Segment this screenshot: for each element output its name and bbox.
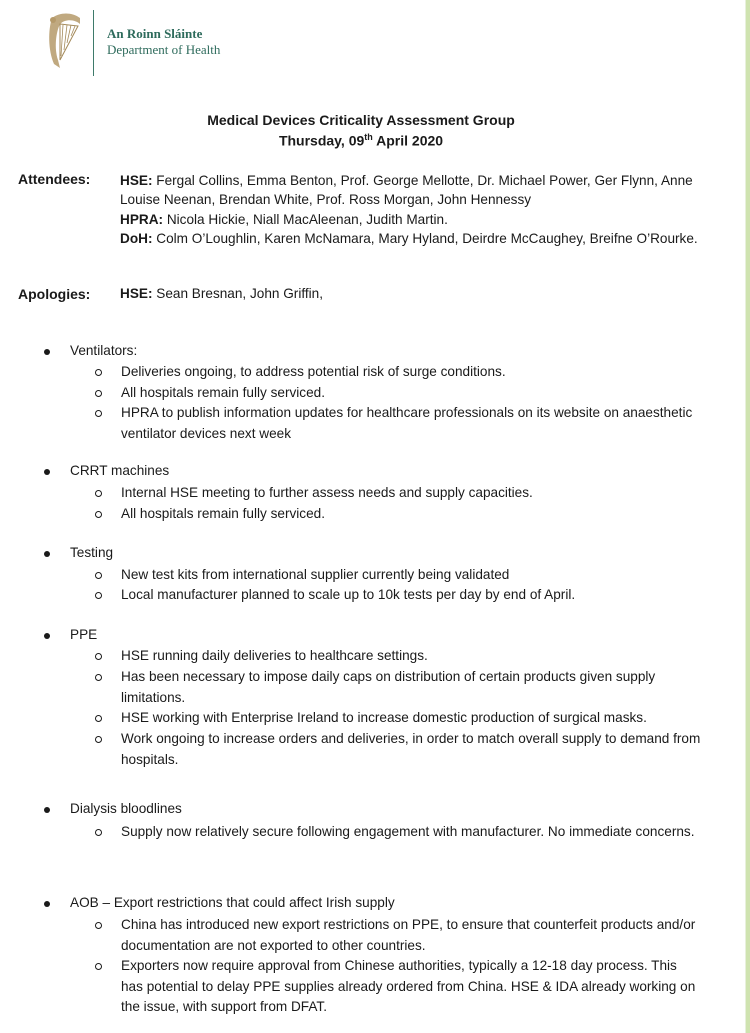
sub-bullet-icon [95, 829, 102, 836]
list-item: HSE working with Enterprise Ireland to increase domestic production of surgical masks. [121, 710, 647, 725]
list-item: HSE running daily deliveries to healthcare settings. [121, 648, 428, 663]
sub-bullet-icon [95, 592, 102, 599]
apologies-label: Apologies: [18, 286, 91, 302]
attendees-list [120, 171, 720, 248]
list-item: All hospitals remain fully serviced. [121, 385, 325, 400]
attendees-doh: DoH: Colm O’Loughlin, Karen McNamara, Mary Hyland, Deirdre McCaughey, Breifne O’Rourke. [120, 230, 698, 246]
section-title-ppe: PPE [70, 627, 98, 642]
list-item: HPRA to publish information updates for healthcare professionals on its website on anaesthetic ventilator devices next week [121, 405, 693, 441]
list-item: Local manufacturer planned to scale up to 10k tests per day by end of April. [121, 587, 576, 602]
bullet-icon [44, 633, 50, 639]
department-logo-text [107, 26, 220, 58]
sub-bullet-icon [95, 653, 102, 660]
attendees-hpra: HPRA: Nicola Hickie, Niall MacAleenan, Judith Martin. [120, 211, 448, 227]
bullet-icon [44, 469, 50, 475]
bullet-icon [44, 349, 50, 355]
page-edge-shadow [745, 0, 746, 1033]
list-item: China has introduced new export restrictions on PPE, to ensure that counterfeit products and/or documentation are not exported to other countries. [121, 917, 696, 953]
section-title-aob: AOB – Export restrictions that could affect Irish supply [70, 895, 395, 910]
sub-bullet-icon [95, 490, 102, 497]
meeting-date: Thursday, 09th April 2020 [278, 132, 444, 149]
sub-bullet-icon [95, 963, 102, 970]
list-item: Has been necessary to impose daily caps on distribution of certain products given supply limitations. [121, 669, 656, 705]
sub-bullet-icon [95, 572, 102, 579]
attendees-hse: HSE: Fergal Collins, Emma Benton, Prof. George Mellotte, Dr. Michael Power, Ger Flynn, Anne Louise Neenan, Brendan White, Prof. Ross Morgan, John Hennessy [120, 173, 693, 208]
list-item: Deliveries ongoing, to address potential risk of surge conditions. [121, 364, 506, 379]
document-title: Medical Devices Criticality Assessment Group [207, 112, 515, 128]
list-item: Work ongoing to increase orders and deliveries, in order to match overall supply to demand from hospitals. [121, 731, 701, 767]
sub-bullet-icon [95, 922, 102, 929]
list-item: Exporters now require approval from Chinese authorities, typically a 12-18 day process. This has potential to delay PPE supplies already ordered from China. HSE & IDA already working on the issue, with support from DFAT. [121, 958, 696, 1014]
bullet-icon [44, 901, 50, 907]
apologies-list: HSE: Sean Bresnan, John Griffin, [120, 286, 324, 301]
bullet-icon [44, 551, 50, 557]
list-item: Supply now relatively secure following engagement with manufacturer. No immediate concerns. [121, 824, 695, 839]
sub-bullet-icon [95, 674, 102, 681]
bullet-icon [44, 807, 50, 813]
section-title-crrt: CRRT machines [70, 463, 170, 478]
sub-bullet-icon [95, 736, 102, 743]
sub-bullet-icon [95, 390, 102, 397]
logo-irish-name: An Roinn Sláinte [107, 26, 203, 41]
sub-bullet-icon [95, 715, 102, 722]
section-title-ventilators: Ventilators: [70, 343, 138, 358]
sub-bullet-icon [95, 369, 102, 376]
section-title-dialysis: Dialysis bloodlines [70, 801, 182, 816]
logo-divider [93, 10, 94, 76]
sub-bullet-icon [95, 410, 102, 417]
attendees-label: Attendees: [18, 171, 91, 187]
sub-bullet-icon [95, 511, 102, 518]
list-item: New test kits from international supplier currently being validated [121, 567, 510, 582]
harp-logo-icon [44, 10, 84, 72]
logo-english-name: Department of Health [107, 42, 221, 57]
page-edge [746, 0, 750, 1033]
list-item: Internal HSE meeting to further assess needs and supply capacities. [121, 485, 533, 500]
list-item: All hospitals remain fully serviced. [121, 506, 325, 521]
section-title-testing: Testing [70, 545, 114, 560]
